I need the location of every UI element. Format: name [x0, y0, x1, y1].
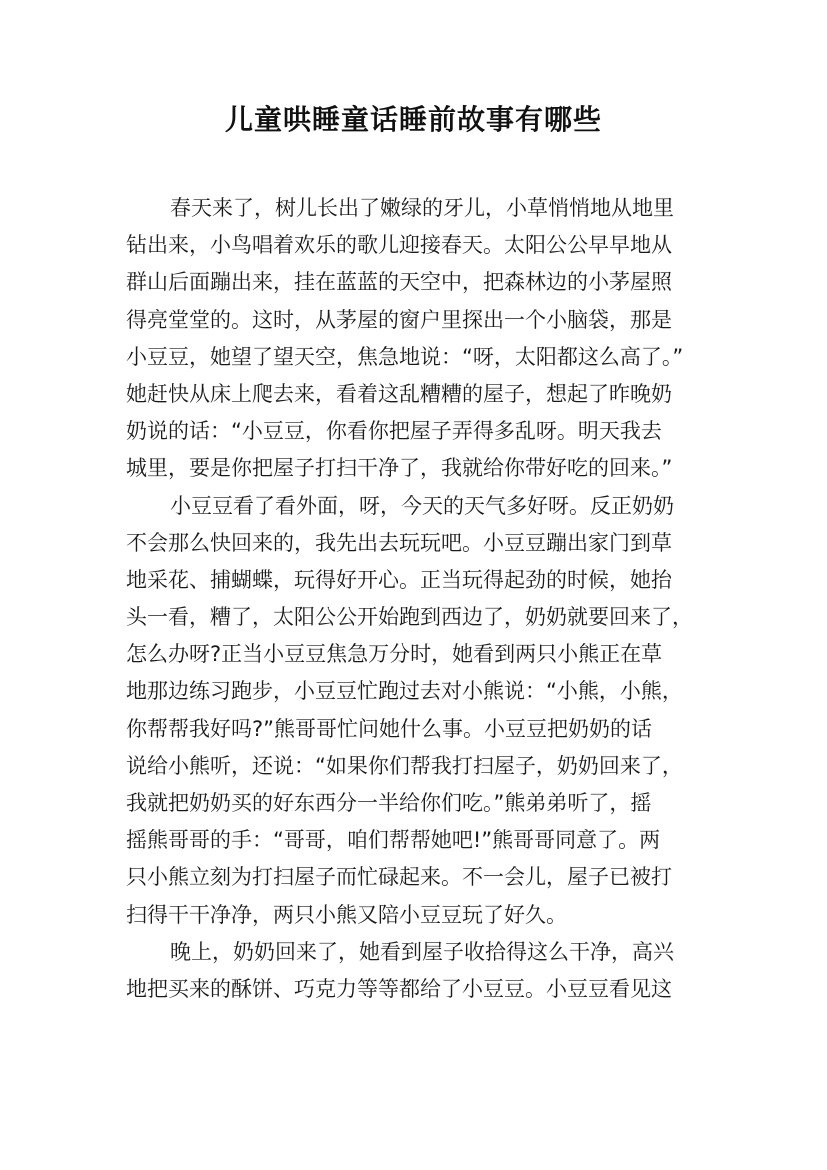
text-line: 城里，要是你把屋子打扫干净了，我就给你带好吃的回来。” — [126, 456, 673, 481]
text-line: 不会那么快回来的，我先出去玩玩吧。小豆豆蹦出家门到草 — [126, 530, 672, 555]
text-line: 摇熊哥哥的手：“哥哥，咱们帮帮她吧!”熊哥哥同意了。两 — [126, 828, 661, 853]
text-line: 晚上，奶奶回来了，她看到屋子收拾得这么干净，高兴 — [170, 939, 674, 964]
text-line: 群山后面蹦出来，挂在蓝蓝的天空中，把森林边的小茅屋照 — [126, 270, 672, 295]
page-title: 儿童哄睡童话睡前故事有哪些 — [224, 103, 602, 136]
text-line: 怎么办呀?正当小豆豆焦急万分时，她看到两只小熊正在草 — [126, 642, 663, 667]
text-line: 得亮堂堂的。这时，从茅屋的窗户里探出一个小脑袋，那是 — [126, 307, 672, 332]
text-line: 地采花、捕蝴蝶，玩得好开心。正当玩得起劲的时候，她抬 — [126, 567, 672, 592]
text-line: 说给小熊听，还说：“如果你们帮我打扫屋子，奶奶回来了， — [126, 753, 683, 778]
text-line: 小豆豆看了看外面，呀，今天的天气多好呀。反正奶奶 — [170, 493, 674, 518]
text-line: 她赶快从床上爬去来，看着这乱糟糟的屋子，想起了昨晚奶 — [126, 381, 672, 406]
text-line: 你帮帮我好吗?”熊哥哥忙问她什么事。小豆豆把奶奶的话 — [126, 716, 653, 741]
text-line: 我就把奶奶买的好东西分一半给你们吃。”熊弟弟听了，摇 — [126, 791, 652, 815]
text-line: 只小熊立刻为打扫屋子而忙碌起来。不一会儿，屋子已被打 — [126, 865, 672, 890]
text-line: 地把买来的酥饼、巧克力等等都给了小豆豆。小豆豆看见这 — [126, 976, 672, 1001]
text-line: 春天来了，树儿长出了嫩绿的牙儿，小草悄悄地从地里 — [170, 196, 674, 220]
text-line: 钻出来，小鸟唱着欢乐的歌儿迎接春天。太阳公公早早地从 — [126, 233, 672, 258]
text-line: 奶说的话：“小豆豆，你看你把屋子弄得多乱呀。明天我去 — [126, 419, 662, 444]
text-line: 地那边练习跑步，小豆豆忙跑过去对小熊说：“小熊，小熊， — [126, 679, 683, 704]
story-body — [126, 190, 706, 1008]
text-line: 扫得干干净净，两只小熊又陪小豆豆玩了好久。 — [126, 902, 567, 927]
text-line: 小豆豆，她望了望天空，焦急地说：“呀，太阳都这么高了。” — [126, 344, 684, 369]
text-line: 头一看，糟了，太阳公公开始跑到西边了，奶奶就要回来了， — [126, 605, 693, 630]
